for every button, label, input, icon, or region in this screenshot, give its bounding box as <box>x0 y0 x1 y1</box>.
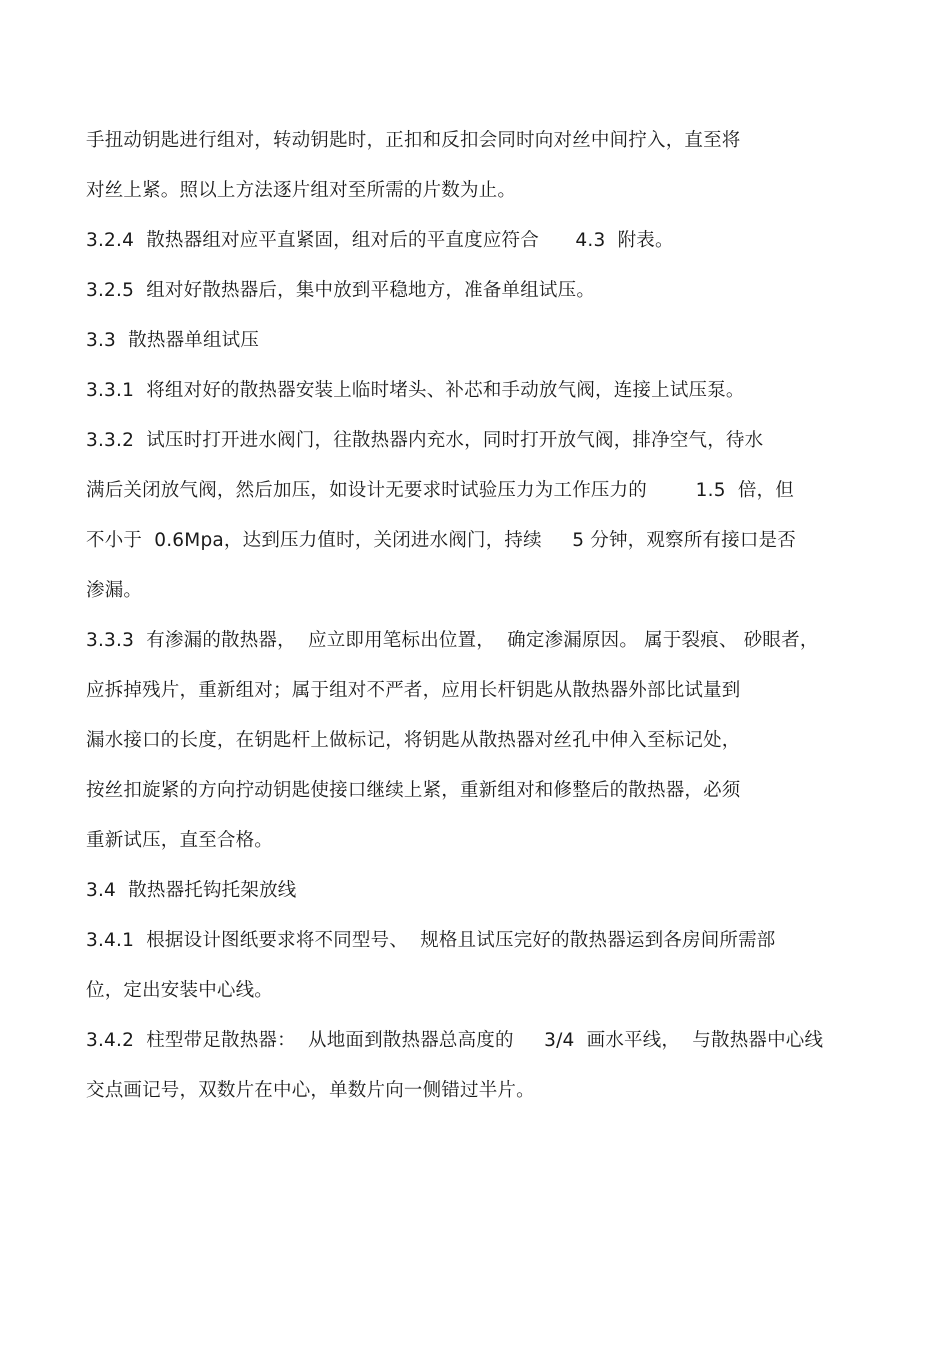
section-heading: 3.3 散热器单组试压 <box>86 330 260 351</box>
text-line: 3.4.2 柱型带足散热器： 从地面到散热器总高度的 3/4 画水平线， 与散热器中心线 <box>86 1030 824 1051</box>
text-line: 3.4.1 根据设计图纸要求将不同型号、 规格且试压完好的散热器运到各房间所需部 <box>86 930 776 951</box>
section-heading: 3.4 散热器托钩托架放线 <box>86 880 297 901</box>
text-line: 按丝扣旋紧的方向拧动钥匙使接口继续上紧，重新组对和修整后的散热器，必须 <box>86 780 741 801</box>
text-line: 手扭动钥匙进行组对，转动钥匙时，正扣和反扣会同时向对丝中间拧入，直至将 <box>86 130 741 151</box>
text-line: 应拆掉残片，重新组对；属于组对不严者，应用长杆钥匙从散热器外部比试量到 <box>86 680 741 701</box>
text-line: 漏水接口的长度，在钥匙杆上做标记，将钥匙从散热器对丝孔中伸入至标记处， <box>86 730 741 751</box>
text-line: 3.3.3 有渗漏的散热器， 应立即用笔标出位置， 确定渗漏原因。 属于裂痕、 砂眼者， <box>86 630 819 651</box>
text-line: 3.2.4 散热器组对应平直紧固，组对后的平直度应符合 4.3 附表。 <box>86 230 674 251</box>
text-line: 3.3.1 将组对好的散热器安装上临时堵头、补芯和手动放气阀，连接上试压泵。 <box>86 380 745 401</box>
text-line: 交点画记号，双数片在中心，单数片向一侧错过半片。 <box>86 1080 535 1101</box>
text-line: 满后关闭放气阀，然后加压，如设计无要求时试验压力为工作压力的 1.5 倍，但 <box>86 480 794 501</box>
text-line: 重新试压，直至合格。 <box>86 830 274 851</box>
text-line: 3.3.2 试压时打开进水阀门，往散热器内充水，同时打开放气阀，排净空气，待水 <box>86 430 764 451</box>
text-line: 不小于 0.6Mpa，达到压力值时，关闭进水阀门，持续 5 分钟，观察所有接口是否 <box>86 530 796 551</box>
text-line: 对丝上紧。照以上方法逐片组对至所需的片数为止。 <box>86 180 517 201</box>
text-line: 位，定出安装中心线。 <box>86 980 274 1001</box>
text-line: 3.2.5 组对好散热器后，集中放到平稳地方，准备单组试压。 <box>86 280 596 301</box>
text-line: 渗漏。 <box>86 580 143 601</box>
